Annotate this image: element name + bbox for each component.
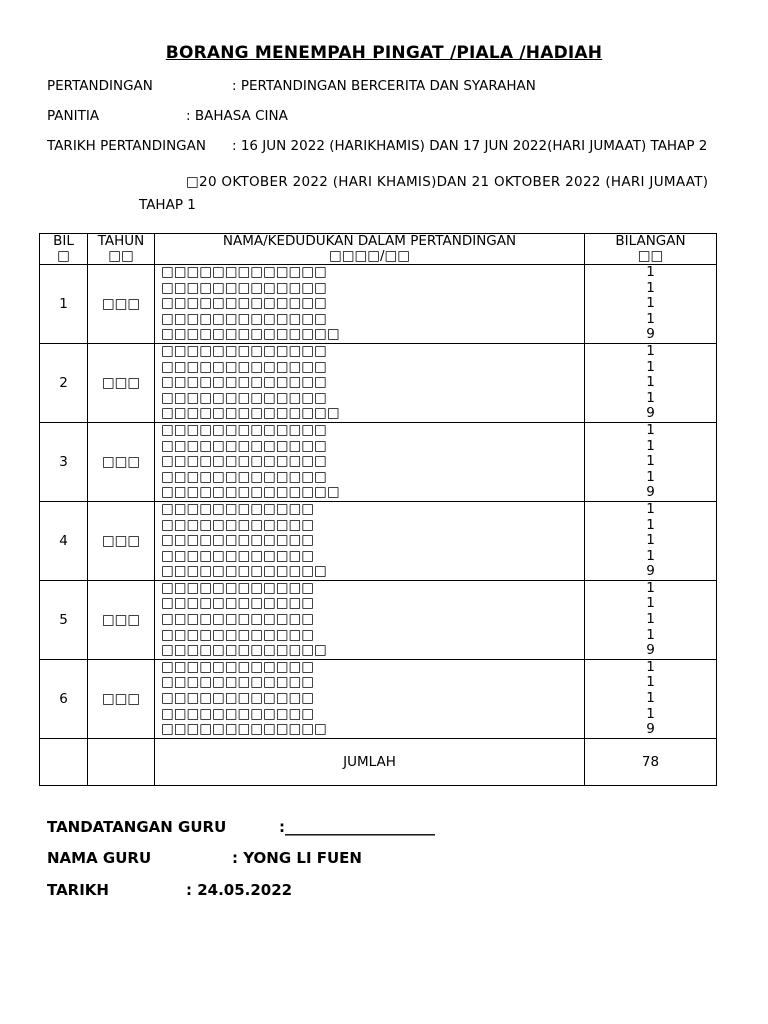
row-name-line: □□□□□□□□□□□□□ <box>161 280 327 296</box>
row-name-line: □□□□□□□□□□□□ <box>161 580 315 596</box>
row-bil: 6 <box>40 659 88 738</box>
row-counts <box>585 343 717 422</box>
header-nama-line1: NAMA/KEDUDUKAN DALAM PERTANDINGAN <box>222 233 517 249</box>
table-row <box>40 580 717 659</box>
pertandingan-label: PERTANDINGAN <box>47 78 153 94</box>
header-nama-line2: □□□□/□□ <box>328 248 411 264</box>
row-counts <box>585 422 717 501</box>
row-counts <box>585 501 717 580</box>
row-count-line: 1 <box>646 359 655 375</box>
row-tahun: □□□ <box>88 265 155 344</box>
row-count-line: 1 <box>646 438 655 454</box>
row-count-line: 9 <box>646 564 655 580</box>
row-bil: 5 <box>40 580 88 659</box>
row-bil: 2 <box>40 343 88 422</box>
row-name-line: □□□□□□□□□□□□□ <box>161 390 327 406</box>
row-name-line: □□□□□□□□□□□□□ <box>161 469 327 485</box>
table-header-row <box>40 234 717 265</box>
row-count-line: 9 <box>646 406 655 422</box>
header-tahun-line1: TAHUN <box>97 233 145 249</box>
row-name-line: □□□□□□□□□□□□□ <box>161 265 327 280</box>
row-tahun: □□□ <box>88 343 155 422</box>
row-names <box>155 580 585 659</box>
row-name-line: □□□□□□□□□□□□ <box>161 517 315 533</box>
row-name-line: □□□□□□□□□□□□□ <box>161 359 327 375</box>
row-bil: 3 <box>40 422 88 501</box>
tarikh-value-line3: TAHAP 1 <box>139 197 196 213</box>
row-name-line: □□□□□□□□□□□□□ <box>161 454 327 470</box>
tarikh-value-line2: □20 OKTOBER 2022 (HARI KHAMIS)DAN 21 OKTOBER 2022 (HARI JUMAAT) <box>186 174 709 190</box>
row-names <box>155 501 585 580</box>
nama-guru-label: NAMA GURU <box>47 849 152 867</box>
row-count-line: 1 <box>646 517 655 533</box>
header-bilangan <box>585 234 717 265</box>
row-name-line: □□□□□□□□□□□□□□ <box>161 406 340 422</box>
row-count-line: 1 <box>646 311 655 327</box>
row-count-line: 1 <box>646 454 655 470</box>
row-name-line: □□□□□□□□□□□□□□ <box>161 327 340 343</box>
row-name-line: □□□□□□□□□□□□ <box>161 675 315 691</box>
tandatangan-value: :____________________ <box>279 818 435 836</box>
row-name-line: □□□□□□□□□□□□ <box>161 706 315 722</box>
table-row <box>40 501 717 580</box>
row-count-line: 1 <box>646 580 655 596</box>
row-name-line: □□□□□□□□□□□□ <box>161 612 315 628</box>
header-bilangan-line1: BILANGAN <box>615 233 686 249</box>
row-name-line: □□□□□□□□□□□□ <box>161 596 315 612</box>
form-title: BORANG MENEMPAH PINGAT /PIALA /HADIAH <box>165 43 603 63</box>
row-names <box>155 343 585 422</box>
row-name-line: □□□□□□□□□□□□□ <box>161 296 327 312</box>
jumlah-empty-bil <box>40 738 88 785</box>
panitia-value: : BAHASA CINA <box>186 108 288 124</box>
row-count-line: 1 <box>646 659 655 675</box>
row-name-line: □□□□□□□□□□□□□ <box>161 311 327 327</box>
table-row <box>40 659 717 738</box>
row-count-line: 1 <box>646 296 655 312</box>
tarikh-value: : 16 JUN 2022 (HARIKHAMIS) DAN 17 JUN 2022(HARI JUMAAT) TAHAP 2 <box>232 138 708 154</box>
header-tahun <box>88 234 155 265</box>
row-count-line: 9 <box>646 327 655 343</box>
row-names <box>155 265 585 344</box>
row-tahun: □□□ <box>88 580 155 659</box>
row-name-line: □□□□□□□□□□□□ <box>161 533 315 549</box>
jumlah-label: JUMLAH <box>155 738 585 785</box>
pertandingan-value: : PERTANDINGAN BERCERITA DAN SYARAHAN <box>232 78 536 94</box>
row-count-line: 1 <box>646 375 655 391</box>
row-count-line: 1 <box>646 627 655 643</box>
tarikh-sig-label: TARIKH <box>47 881 109 899</box>
row-count-line: 1 <box>646 265 655 280</box>
row-name-line: □□□□□□□□□□□□□ <box>161 422 327 438</box>
row-counts <box>585 265 717 344</box>
row-name-line: □□□□□□□□□□□□□ <box>161 375 327 391</box>
medal-order-table <box>39 233 717 786</box>
row-counts <box>585 659 717 738</box>
row-count-line: 1 <box>646 469 655 485</box>
row-tahun: □□□ <box>88 659 155 738</box>
header-nama <box>155 234 585 265</box>
header-tahun-line2: □□ <box>108 248 134 264</box>
row-count-line: 1 <box>646 612 655 628</box>
row-name-line: □□□□□□□□□□□□□ <box>161 564 327 580</box>
nama-guru-value: : YONG LI FUEN <box>232 849 362 867</box>
row-count-line: 1 <box>646 422 655 438</box>
row-count-line: 9 <box>646 643 655 659</box>
row-count-line: 1 <box>646 390 655 406</box>
tandatangan-label: TANDATANGAN GURU <box>47 818 227 836</box>
row-names <box>155 422 585 501</box>
row-name-line: □□□□□□□□□□□□ <box>161 548 315 564</box>
row-bil: 1 <box>40 265 88 344</box>
row-bil: 4 <box>40 501 88 580</box>
tarikh-sig-value: : 24.05.2022 <box>186 881 293 899</box>
row-count-line: 9 <box>646 722 655 738</box>
jumlah-row <box>40 738 717 785</box>
row-counts <box>585 580 717 659</box>
table-row <box>40 422 717 501</box>
row-name-line: □□□□□□□□□□□□□ <box>161 722 327 738</box>
jumlah-value: 78 <box>585 738 717 785</box>
row-count-line: 1 <box>646 596 655 612</box>
row-name-line: □□□□□□□□□□□□□ <box>161 438 327 454</box>
row-count-line: 1 <box>646 533 655 549</box>
row-count-line: 1 <box>646 706 655 722</box>
row-tahun: □□□ <box>88 501 155 580</box>
row-name-line: □□□□□□□□□□□□□ <box>161 643 327 659</box>
row-tahun: □□□ <box>88 422 155 501</box>
row-name-line: □□□□□□□□□□□□ <box>161 691 315 707</box>
header-bil-line2: □ <box>57 248 70 264</box>
header-bil-line1: BIL <box>53 233 74 249</box>
panitia-label: PANITIA <box>47 108 100 124</box>
header-bilangan-line2: □□ <box>637 248 664 264</box>
row-name-line: □□□□□□□□□□□□□□ <box>161 485 340 501</box>
row-count-line: 1 <box>646 280 655 296</box>
row-count-line: 1 <box>646 691 655 707</box>
row-name-line: □□□□□□□□□□□□ <box>161 501 315 517</box>
jumlah-empty-tahun <box>88 738 155 785</box>
row-count-line: 1 <box>646 675 655 691</box>
header-bil <box>40 234 88 265</box>
table-row <box>40 343 717 422</box>
row-count-line: 1 <box>646 343 655 359</box>
row-count-line: 1 <box>646 548 655 564</box>
row-name-line: □□□□□□□□□□□□ <box>161 659 315 675</box>
row-name-line: □□□□□□□□□□□□□ <box>161 343 327 359</box>
row-name-line: □□□□□□□□□□□□ <box>161 627 315 643</box>
tarikh-label: TARIKH PERTANDINGAN <box>47 138 206 154</box>
row-count-line: 1 <box>646 501 655 517</box>
table-row <box>40 265 717 344</box>
row-names <box>155 659 585 738</box>
row-count-line: 9 <box>646 485 655 501</box>
